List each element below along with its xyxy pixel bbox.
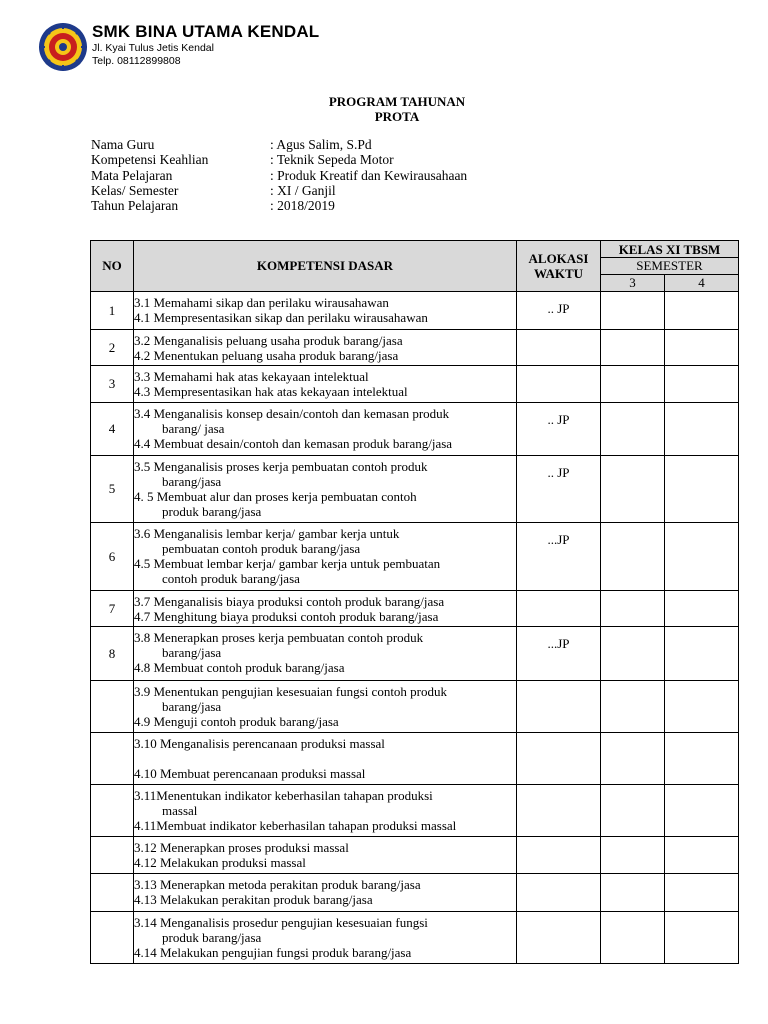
alokasi-waktu-cell [517,912,601,964]
kd-line: contoh produk barang/jasa [162,571,300,586]
kd-line: barang/jasa [162,474,222,489]
kd-line: 4.5 Membuat lembar kerja/ gambar kerja untuk pembuatan [134,556,441,571]
info-label: Mata Pelajaran [91,167,173,183]
header-alokasi-line2: WAKTU [533,266,584,281]
kd-line: 3.12 Menerapkan proses produksi massal [134,840,349,855]
kd-line: 3.2 Menganalisis peluang usaha produk barang/jasa [134,333,403,348]
table-row [91,366,739,403]
semester-4-cell[interactable] [665,591,739,627]
document-title: PROGRAM TAHUNAN [328,94,466,109]
table-row [91,403,739,456]
semester-3-cell[interactable] [601,292,665,330]
kd-line: 4.14 Melakukan pengujian fungsi produk barang/jasa [134,945,412,960]
table-row [91,456,739,523]
semester-3-cell[interactable] [601,681,665,733]
header-kompetensi-dasar: KOMPETENSI DASAR [134,241,517,292]
semester-3-cell[interactable] [601,785,665,837]
row-number [91,837,134,874]
kd-line: 4.4 Membuat desain/contoh dan kemasan produk barang/jasa [134,436,453,451]
kd-line: 3.10 Menganalisis perencanaan produksi massal [134,736,385,751]
semester-3-cell[interactable] [601,874,665,912]
kd-line: 3.5 Menganalisis proses kerja pembuatan contoh produk [134,459,428,474]
table-row [91,523,739,591]
kd-line: 3.6 Menganalisis lembar kerja/ gambar kerja untuk [134,526,400,541]
table-row [91,874,739,912]
info-row-competency [91,152,467,167]
kd-line: barang/ jasa [162,421,225,436]
kd-line: 3.13 Menerapkan metoda perakitan produk barang/jasa [134,877,421,892]
alokasi-waktu-cell [517,874,601,912]
kd-line: 3.1 Memahami sikap dan perilaku wirausahawan [134,295,389,310]
kompetensi-dasar-cell [134,627,517,681]
info-value: : Produk Kreatif dan Kewirausahaan [270,167,468,183]
semester-4-cell[interactable] [665,403,739,456]
semester-4-cell[interactable] [665,330,739,366]
alokasi-waktu-cell [517,591,601,627]
alokasi-waktu-cell: ...JP [517,523,601,591]
semester-3-cell[interactable] [601,523,665,591]
header-semester-3: 3 [601,275,665,292]
kd-line: 4.2 Menentukan peluang usaha produk barang/jasa [134,348,399,363]
semester-4-cell[interactable] [665,523,739,591]
row-number: 7 [91,591,134,627]
school-phone: Telp. 08112899808 [92,55,181,67]
table-row [91,912,739,964]
school-address: Jl. Kyai Tulus Jetis Kendal [92,42,214,54]
info-row-teacher [91,137,467,152]
info-value: : XI / Ganjil [270,182,336,198]
table-row [91,681,739,733]
kd-line: 4.1 Mempresentasikan sikap dan perilaku wirausahawan [134,310,428,325]
kd-line: 4. 5 Membuat alur dan proses kerja pembuatan contoh [134,489,417,504]
kd-line: produk barang/jasa [162,504,262,519]
info-label: Kelas/ Semester [91,182,179,198]
table-row [91,733,739,785]
info-value: : Teknik Sepeda Motor [270,152,394,168]
kd-line: pembuatan contoh produk barang/jasa [162,541,361,556]
kd-line: 3.7 Menganalisis biaya produksi contoh produk barang/jasa [134,594,445,609]
kompetensi-dasar-cell [134,874,517,912]
header-no: NO [91,241,134,292]
semester-4-cell[interactable] [665,874,739,912]
info-value: : 2018/2019 [270,198,335,214]
row-number [91,912,134,964]
semester-3-cell[interactable] [601,591,665,627]
kompetensi-dasar-cell [134,733,517,785]
semester-3-cell[interactable] [601,330,665,366]
kompetensi-dasar-cell [134,330,517,366]
kd-line: 3.3 Memahami hak atas kekayaan intelektual [134,369,369,384]
kd-line: 3.4 Menganalisis konsep desain/contoh dan kemasan produk [134,406,450,421]
row-number [91,681,134,733]
table-row [91,785,739,837]
kompetensi-dasar-cell [134,403,517,456]
alokasi-waktu-cell [517,330,601,366]
alokasi-waktu-cell [517,837,601,874]
row-number: 6 [91,523,134,591]
kompetensi-dasar-cell [134,681,517,733]
table-row [91,627,739,681]
kd-line: 3.14 Menganalisis prosedur pengujian kesesuaian fungsi [134,915,428,930]
info-row-class-semester [91,183,467,198]
kd-line: 3.11Menentukan indikator keberhasilan tahapan produksi [134,788,433,803]
semester-3-cell[interactable] [601,837,665,874]
table-row [91,837,739,874]
info-label: Kompetensi Keahlian [91,152,209,168]
alokasi-waktu-cell [517,785,601,837]
alokasi-waktu-cell: .. JP [517,292,601,330]
kd-line: 4.10 Membuat perencanaan produksi massal [134,766,366,781]
header-semester: SEMESTER [601,258,739,275]
semester-4-cell[interactable] [665,627,739,681]
kompetensi-dasar-cell [134,456,517,523]
document-subtitle: PROTA [374,109,420,124]
school-emblem-icon [38,22,88,72]
alokasi-waktu-cell: .. JP [517,456,601,523]
semester-3-cell[interactable] [601,912,665,964]
info-label: Tahun Pelajaran [91,198,179,214]
row-number: 4 [91,403,134,456]
semester-4-cell[interactable] [665,733,739,785]
kd-line: barang/jasa [162,645,222,660]
alokasi-waktu-cell [517,733,601,785]
semester-3-cell[interactable] [601,403,665,456]
semester-4-cell[interactable] [665,681,739,733]
kompetensi-dasar-cell [134,292,517,330]
kd-line: 4.3 Mempresentasikan hak atas kekayaan intelektual [134,384,408,399]
kd-line: 4.8 Membuat contoh produk barang/jasa [134,660,345,675]
header-alokasi-line1: ALOKASI [528,251,589,266]
kd-line: 4.13 Melakukan perakitan produk barang/jasa [134,892,373,907]
kompetensi-dasar-cell [134,785,517,837]
info-row-subject [91,168,467,183]
kd-line: produk barang/jasa [162,930,262,945]
info-block [91,137,467,213]
alokasi-waktu-cell [517,681,601,733]
kd-line: 3.8 Menerapkan proses kerja pembuatan contoh produk [134,630,424,645]
kompetensi-dasar-cell [134,912,517,964]
row-number [91,874,134,912]
semester-3-cell[interactable] [601,627,665,681]
row-number: 1 [91,292,134,330]
kompetensi-dasar-cell [134,366,517,403]
kd-line [134,751,514,766]
kd-line: 4.12 Melakukan produksi massal [134,855,306,870]
alokasi-waktu-cell [517,366,601,403]
kd-line: 4.11Membuat indikator keberhasilan tahapan produksi massal [134,818,457,833]
semester-4-cell[interactable] [665,912,739,964]
prota-table [90,240,739,964]
semester-4-cell[interactable] [665,292,739,330]
row-number [91,733,134,785]
row-number [91,785,134,837]
kompetensi-dasar-cell [134,837,517,874]
alokasi-waktu-cell: ...JP [517,627,601,681]
table-row [91,330,739,366]
semester-3-cell[interactable] [601,456,665,523]
row-number: 5 [91,456,134,523]
row-number: 8 [91,627,134,681]
header-alokasi-waktu [517,241,601,292]
semester-4-cell[interactable] [665,785,739,837]
kompetensi-dasar-cell [134,591,517,627]
semester-4-cell[interactable] [665,366,739,403]
kd-line: barang/jasa [162,699,222,714]
table-row [91,292,739,330]
semester-3-cell[interactable] [601,366,665,403]
alokasi-waktu-cell: .. JP [517,403,601,456]
semester-4-cell[interactable] [665,837,739,874]
kd-line: 3.9 Menentukan pengujian kesesuaian fungsi contoh produk [134,684,448,699]
semester-3-cell[interactable] [601,733,665,785]
info-label: Nama Guru [91,137,155,152]
row-number: 3 [91,366,134,403]
info-row-school-year [91,198,467,213]
semester-4-cell[interactable] [665,456,739,523]
school-name: SMK BINA UTAMA KENDAL [92,22,320,41]
kd-line: massal [162,803,198,818]
info-value: : Agus Salim, S.Pd [270,137,372,152]
row-number: 2 [91,330,134,366]
kompetensi-dasar-cell [134,523,517,591]
kd-line: 4.9 Menguji contoh produk barang/jasa [134,714,339,729]
header-semester-4: 4 [665,275,739,292]
table-row [91,591,739,627]
kd-line: 4.7 Menghitung biaya produksi contoh produk barang/jasa [134,609,439,624]
header-kelas: KELAS XI TBSM [601,241,739,258]
